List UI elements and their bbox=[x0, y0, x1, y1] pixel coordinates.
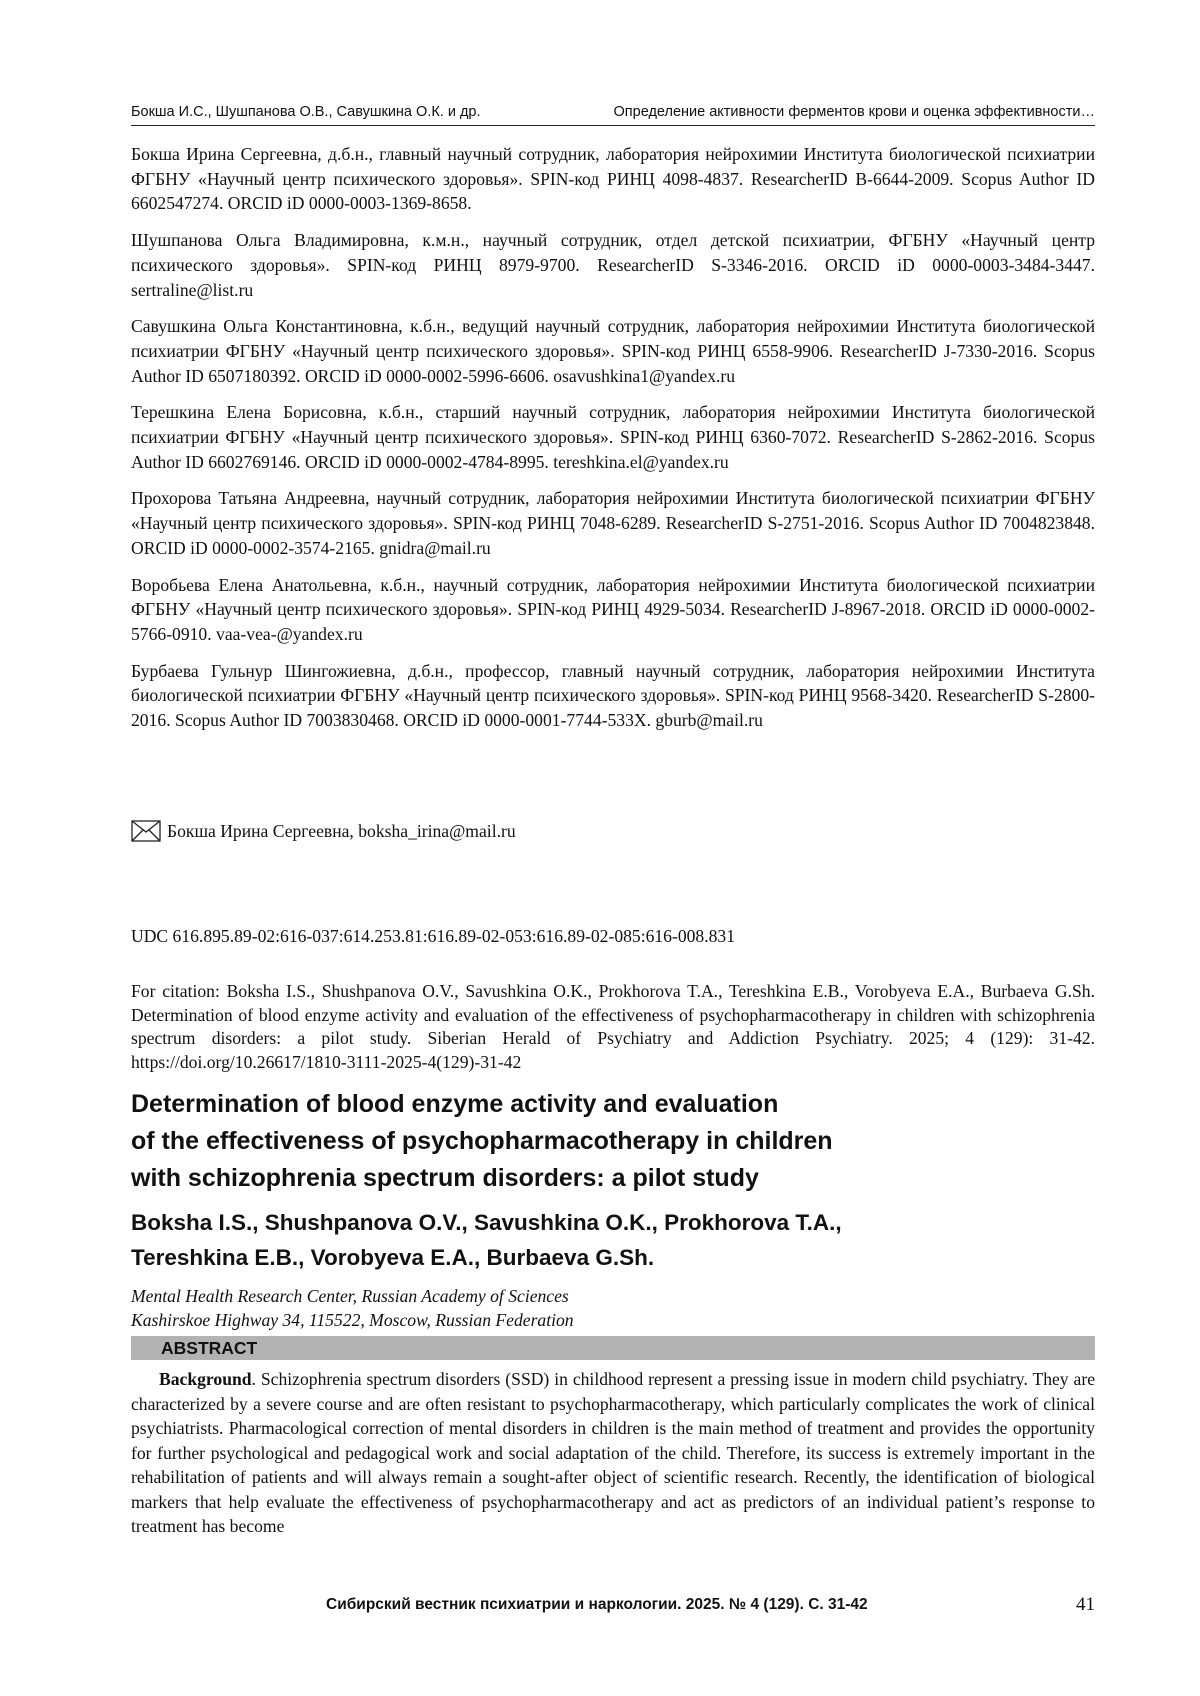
abstract-text: . Schizophrenia spectrum disorders (SSD) in childhood represent a pressing issue in modern child psychiatry. They are characterized by a severe course and are often resistant to psychopharmacotherapy, which particularly complicates the work of clinical psychiatrists. Pharmacological correction of mental disorders in children is the main method of treatment and provides the opportunity for further psychological and pedagogical work and social adaptation of the child. Therefore, its success is extremely important in the rehabilitation of patients and will always remain a sought-after object of scientific research. Recently, the identification of biological markers that help evaluate the effectiveness of psychopharmacotherapy and act as predictors of an individual patient’s response to treatment has become bbox=[131, 1369, 1095, 1536]
page-footer bbox=[131, 1592, 1095, 1622]
author-entry: Шушпанова Ольга Владимировна, к.м.н., научный сотрудник, отдел детской психиатрии, ФГБНУ «Научный центр психического здоровья». SPIN-код РИНЦ 8979-9700. ResearcherID S-3346-2016. ORCID iD 0000-0003-3484-3447. sertraline@list.ru bbox=[131, 230, 1095, 300]
author-entry: Бурбаева Гульнур Шингожиевна, д.б.н., профессор, главный научный сотрудник, лаборатория нейрохимии Института биологической психиатрии ФГБНУ «Научный центр психического здоровья». SPIN-код РИНЦ 9568-3420. ResearcherID S-2800-2016. Scopus Author ID 7003830468. ORCID iD 0000-0001-7744-533X. gburb@mail.ru bbox=[131, 660, 1095, 731]
journal-name: Сибирский вестник психиатрии и наркологии. 2025. № 4 (129). С. 31-42 bbox=[326, 1596, 868, 1613]
author-info-list bbox=[131, 142, 1095, 745]
author-entry: Прохорова Татьяна Андреевна, научный сотрудник, лаборатория нейрохимии Института биологической психиатрии ФГБНУ «Научный центр психического здоровья». SPIN-код РИНЦ 7048-6289. ResearcherID S-2751-2016. Scopus Author ID 7004823848. ORCID iD 0000-0002-3574-2165. gnidra@mail.ru bbox=[131, 488, 1095, 558]
abstract-body bbox=[131, 1367, 1095, 1539]
affiliation-line: Kashirskoe Highway 34, 115522, Moscow, Russian Federation bbox=[131, 1310, 574, 1330]
author-entry: Бокша Ирина Сергеевна, д.б.н., главный научный сотрудник, лаборатория нейрохимии Института биологической психиатрии ФГБНУ «Научный центр психического здоровья». SPIN-код РИНЦ 4098-4837. ResearcherID B-6644-2009. Scopus Author ID 6602547274. ORCID iD 0000-0003-1369-8658. bbox=[131, 144, 1095, 214]
authors-english bbox=[131, 1205, 1031, 1275]
article-title bbox=[131, 1086, 1031, 1197]
authors-line: Boksha I.S., Shushpanova O.V., Savushkina O.K., Prokhorova T.A., bbox=[131, 1210, 842, 1235]
authors-line: Tereshkina E.B., Vorobyeva E.A., Burbaeva G.Sh. bbox=[131, 1245, 655, 1270]
affiliation-line: Mental Health Research Center, Russian Academy of Sciences bbox=[131, 1286, 569, 1306]
header-authors: Бокша И.С., Шушпанова О.В., Савушкина О.К. и др. bbox=[131, 104, 481, 120]
affiliation bbox=[131, 1284, 1031, 1332]
author-entry: Воробьева Елена Анатольевна, к.б.н., научный сотрудник, лаборатория нейрохимии Института биологической психиатрии ФГБНУ «Научный центр психического здоровья». SPIN-код РИНЦ 4929-5034. ResearcherID J-8967-2018. ORCID iD 0000-0002-5766-0910. vaa-vea-@yandex.ru bbox=[131, 574, 1095, 644]
title-line: of the effectiveness of psychopharmacotherapy in children bbox=[131, 1127, 833, 1155]
author-entry: Терешкина Елена Борисовна, к.б.н., старший научный сотрудник, лаборатория нейрохимии Института биологической психиатрии ФГБНУ «Научный центр психического здоровья». SPIN-код РИНЦ 6360-7072. ResearcherID S-2862-2016. Scopus Author ID 6602769146. ORCID iD 0000-0002-4784-8995. tereshkina.el@yandex.ru bbox=[131, 402, 1095, 472]
author-entry: Савушкина Ольга Константиновна, к.б.н., ведущий научный сотрудник, лаборатория нейрохимии Института биологической психиатрии ФГБНУ «Научный центр психического здоровья». SPIN-код РИНЦ 6558-9906. ResearcherID J-7330-2016. Scopus Author ID 6507180392. ORCID iD 0000-0002-5996-6606. osavushkina1@yandex.ru bbox=[131, 316, 1095, 386]
citation: For citation: Boksha I.S., Shushpanova O.V., Savushkina O.K., Prokhorova T.A., Tereshkina E.B., Vorobyeva E.A., Burbaeva G.Sh. Determination of blood enzyme activity and evaluation of the effectiveness of psychopharmacotherapy in children with schizophrenia spectrum disorders: a pilot study. Siberian Herald of Psychiatry and Addiction Psychiatry. 2025; 4 (129): 31-42. https://doi.org/10.26617/1810-3111-2025-4(129)-31-42 bbox=[131, 981, 1095, 1072]
correspondence bbox=[131, 819, 516, 843]
running-header bbox=[131, 103, 1095, 126]
abstract-background-label: Background bbox=[159, 1369, 252, 1389]
title-line: Determination of blood enzyme activity and evaluation bbox=[131, 1090, 779, 1118]
page-number: 41 bbox=[1076, 1594, 1095, 1615]
abstract-heading-bar bbox=[131, 1336, 1095, 1360]
correspondence-text: Бокша Ирина Сергеевна, boksha_irina@mail.ru bbox=[167, 821, 516, 841]
abstract-heading: ABSTRACT bbox=[161, 1338, 258, 1358]
udc-code: UDC 616.895.89-02:616-037:614.253.81:616.89-02-053:616.89-02-085:616-008.831 bbox=[131, 926, 736, 946]
header-title: Определение активности ферментов крови и оценка эффективности… bbox=[613, 104, 1095, 120]
title-line: with schizophrenia spectrum disorders: a pilot study bbox=[131, 1164, 759, 1192]
envelope-icon bbox=[131, 820, 161, 842]
